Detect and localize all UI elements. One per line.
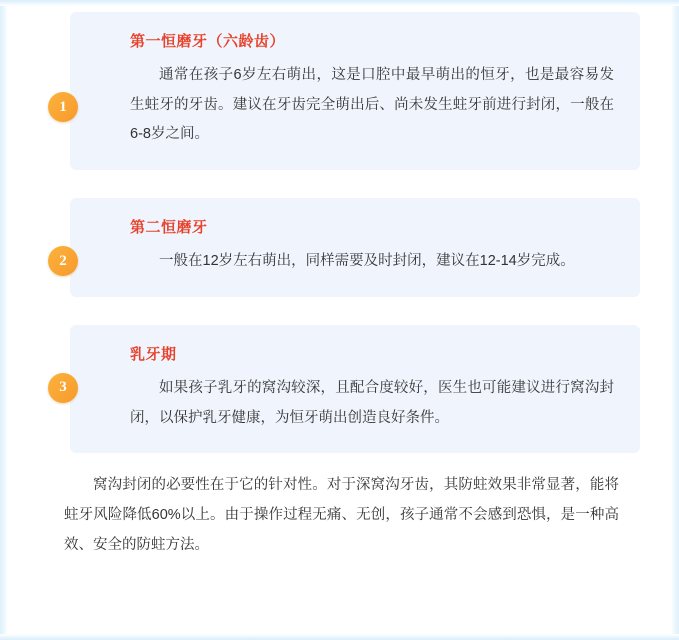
- closing-paragraph: 窝沟封闭的必要性在于它的针对性。对于深窝沟牙齿，其防蛀效果非常显著，能将蛀牙风险降低60%以上。由于操作过程无痛、无创，孩子通常不会感到恐惧，是一种高效、安全的防蛀方法。: [64, 477, 619, 553]
- card-body-text: 如果孩子乳牙的窝沟较深，且配合度较好，医生也可能建议进行窝沟封闭，以保护乳牙健康，为恒牙萌出创造良好条件。: [130, 379, 614, 426]
- info-card: [59, 325, 640, 453]
- card-body-text: 一般在12岁左右萌出，同样需要及时封闭，建议在12-14岁完成。: [159, 253, 575, 270]
- card-title: 第二恒磨牙: [130, 219, 208, 237]
- bottom-edge-decoration: [0, 634, 679, 640]
- card-title: 第一恒磨牙（六龄齿）: [130, 33, 286, 50]
- info-card: [59, 12, 640, 170]
- info-card: [59, 198, 640, 297]
- step-number-badge: 2: [48, 246, 78, 276]
- step-number-badge: 3: [48, 373, 78, 403]
- card-title: 乳牙期: [130, 345, 177, 363]
- step-number-badge: 1: [48, 92, 78, 122]
- card-body-text: 通常在孩子6岁左右萌出，这是口腔中最早萌出的恒牙，也是最容易发生蛀牙的牙齿。建议在牙齿完全萌出后、尚未发生蛀牙前进行封闭，一般在6-8岁之间。: [130, 67, 614, 143]
